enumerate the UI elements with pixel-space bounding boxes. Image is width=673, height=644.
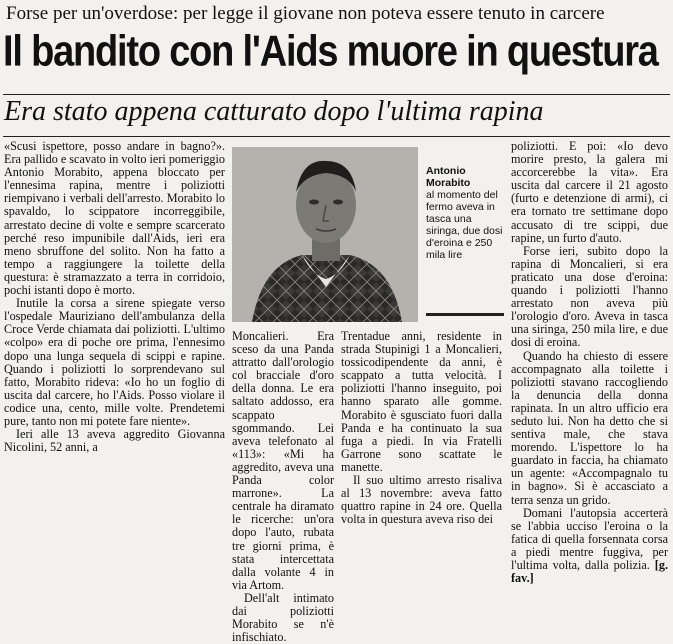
- paragraph-text: Domani l'autopsia accerterà se l'abbia ucciso l'eroina o la fatica di quella forsennata corsa a piedi mentre fuggiva, per l'ultima volta, dalla polizia.: [511, 505, 668, 572]
- paragraph: [511, 507, 668, 586]
- caption-name: Antonio Morabito: [426, 165, 471, 189]
- paragraph: Quando ha chiesto di essere accompagnato alla toilette i poliziotti stavano raccogliendo la denuncia della donna rapinata. In un altro ufficio era seduto lui. Non ha detto che si sentiva male, che stava morendo. L'ispettore lo ha guardato in faccia, ha chiamato un agente: «Accompagnalo tu in bagno». Si è accasciato a terra senza un grido.: [511, 348, 668, 507]
- column-1: [4, 140, 225, 454]
- subheadline-rule: [3, 136, 670, 137]
- author-signature: [g. fav.]: [511, 558, 668, 586]
- column-4: [511, 140, 668, 585]
- photo-caption: [426, 165, 506, 261]
- paragraph: «Scusi ispettore, posso andare in bagno?». Era pallido e scavato in volto ieri pomeriggio Antonio Morabito, appena bloccato per l'ennesima rapina, mentre i poliziotti riempivano i verbali dell'arresto. Morabito lo spavaldo, lo scippatore incorreggibile, arrestato decine di volte e sempre scarcerato perché reso impunibile dall'Aids, ieri era meno sbruffone del solito. Non ha fatto a tempo a raggiungere la toilette della questura: è stramazzato a terra in corridoio, pochi istanti dopo è morto.: [4, 139, 226, 298]
- subheadline: Era stato appena catturato dopo l'ultima rapina: [4, 96, 544, 127]
- headline: Il bandito con l'Aids muore in questura: [3, 27, 658, 76]
- caption-text: al momento del fermo aveva in tasca una siringa, due dosi d'eroina e 250 mila lire: [426, 189, 503, 261]
- caption-rule: [426, 313, 504, 316]
- paragraph: Trentadue anni, residente in strada Stupinigi 1 a Moncalieri, tossicodipendente da anni, è scappato a tutta velocità. I poliziotti l'hanno inseguito, poi hanno sparato alle gomme. Morabito è sgusciato fuori dalla Panda e ha continuato la sua fuga a piedi. In via Fratelli Garrone sono scattate le manette.: [341, 329, 502, 474]
- column-2: [232, 330, 334, 644]
- portrait-illustration: [232, 147, 418, 322]
- paragraph: poliziotti. E poi: «Io devo morire presto, la galera mi accorcerebbe la vita». Era uscita dal carcere il 21 agosto (furto e detenzione di armi), ci era tornato tre settimane dopo accusato di tre scippi, due rapine, un furto d'auto.: [511, 139, 668, 245]
- column-3: [341, 330, 502, 526]
- paragraph: Moncalieri. Era sceso da una Panda attratto dall'orologio col bracciale d'oro della donna. Le era saltato addosso, era scappato sgommando. Lei aveva telefonato al «113»: «Mi ha aggredito, aveva una Panda color marrone». La centrale ha diramato le ricerche: un'ora dopo l'auto, rubata tre giorni prima, è stata intercettata dalla volante 4 in via Artom.: [232, 329, 334, 592]
- paragraph: Inutile la corsa a sirene spiegate verso l'ospedale Mauriziano dell'ambulanza della Croce Verde chiamata dai poliziotti. L'ultimo «colpo» era di poche ore prima, l'ennesimo dopo una lunga sequela di scippi e rapine. Quando i poliziotti lo sorprendevano sul fatto, Morabito rideva: «Io ho un foglio di uscita dal carcere, ho l'Aids. Posso violare il codice una, cento, mille volte. Prendetemi pure, tanto non mi potete fare niente».: [4, 296, 225, 428]
- paragraph: Forse ieri, subito dopo la rapina di Moncalieri, si era praticato una dose d'eroina: quando i poliziotti l'hanno arrestato non aveva più l'orologio d'oro. Aveva in tasca una siringa, 250 mila lire, e due dosi di eroina.: [511, 243, 668, 350]
- kicker: Forse per un'overdose: per legge il giovane non poteva essere tenuto in carcere: [6, 3, 605, 24]
- paragraph: Dell'alt intimato dai poliziotti Morabito se n'è infischiato.: [232, 590, 334, 644]
- paragraph: Ieri alle 13 aveva aggredito Giovanna Nicolini, 52 anni, a: [4, 427, 225, 455]
- portrait-photo: [232, 147, 418, 322]
- headline-rule: [3, 94, 670, 95]
- paragraph: Il suo ultimo arresto risaliva al 13 novembre: aveva fatto quattro rapine in 24 ore. Quella volta in questura aveva riso dei: [341, 473, 502, 527]
